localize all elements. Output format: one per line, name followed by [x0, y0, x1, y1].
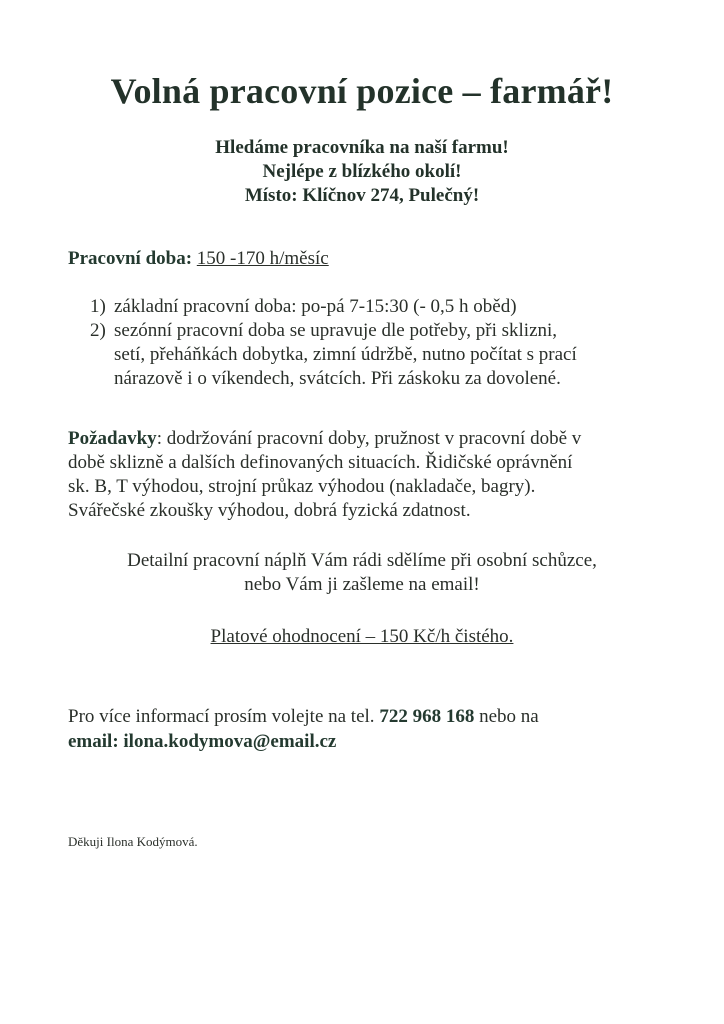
contact-line [68, 729, 688, 754]
intro-line-place: Místo: Klíčnov 274, Pulečný! [244, 185, 480, 206]
phone-number[interactable]: 722 968 168 [379, 706, 475, 727]
list-item [90, 319, 690, 391]
requirements-paragraph [68, 427, 668, 523]
working-hours [68, 248, 329, 270]
requirements-text: : dodržování pracovní doby, pružnost v pracovní době v [156, 428, 582, 449]
page-title: Volná pracovní pozice – farmář! [110, 71, 614, 111]
contact-prefix: Pro více informací prosím volejte na tel. [68, 706, 380, 727]
requirements-line: Svářečské zkoušky výhodou, dobrá fyzická zdatnost. [68, 500, 471, 521]
signature-line: Děkuji Ilona Kodýmová. [68, 834, 198, 849]
intro-block [0, 136, 724, 208]
list-item-line: sezónní pracovní doba se upravuje dle potřeby, při sklizni, [114, 320, 558, 341]
intro-line-locality: Nejlépe z blízkého okolí! [262, 161, 462, 182]
requirements-label: Požadavky [68, 428, 157, 449]
contact-middle: nebo na [474, 706, 539, 727]
email-address[interactable]: ilona.kodymova@email.cz [123, 731, 337, 752]
requirements-line [68, 427, 668, 451]
detail-line: nebo Vám ji zašleme na email! [244, 574, 480, 595]
list-item-line: základní pracovní doba: po-pá 7-15:30 (- 0,5 h oběd) [114, 296, 517, 317]
contact-paragraph [68, 704, 688, 754]
salary-line [0, 626, 724, 648]
intro-line-seeking: Hledáme pracovníka na naší farmu! [215, 137, 509, 158]
list-item [90, 295, 690, 319]
requirements-line: době sklizně a dalších definovaných situacích. Řidičské oprávnění [68, 452, 573, 473]
detail-line: Detailní pracovní náplň Vám rádi sdělíme při osobní schůzce, [127, 550, 597, 571]
list-item-text [114, 319, 577, 391]
working-hours-label: Pracovní doba: [68, 248, 193, 269]
contact-line [68, 704, 688, 729]
list-item-text [114, 295, 517, 319]
list-item-line: setí, přeháňkách dobytka, zimní údržbě, nutno počítat s prací [114, 344, 577, 365]
list-item-number: 2) [90, 320, 106, 341]
requirements-line: sk. B, T výhodou, strojní průkaz výhodou (nakladače, bagry). [68, 476, 536, 497]
detail-paragraph [0, 549, 724, 597]
salary-text: Platové ohodnocení – 150 Kč/h čistého. [210, 626, 514, 647]
hours-list [90, 295, 690, 391]
email-label: email: [68, 731, 124, 752]
list-item-number: 1) [90, 296, 106, 317]
working-hours-value: 150 -170 h/měsíc [196, 248, 329, 269]
list-item-line: nárazově i o víkendech, svátcích. Při záskoku za dovolené. [114, 368, 561, 389]
